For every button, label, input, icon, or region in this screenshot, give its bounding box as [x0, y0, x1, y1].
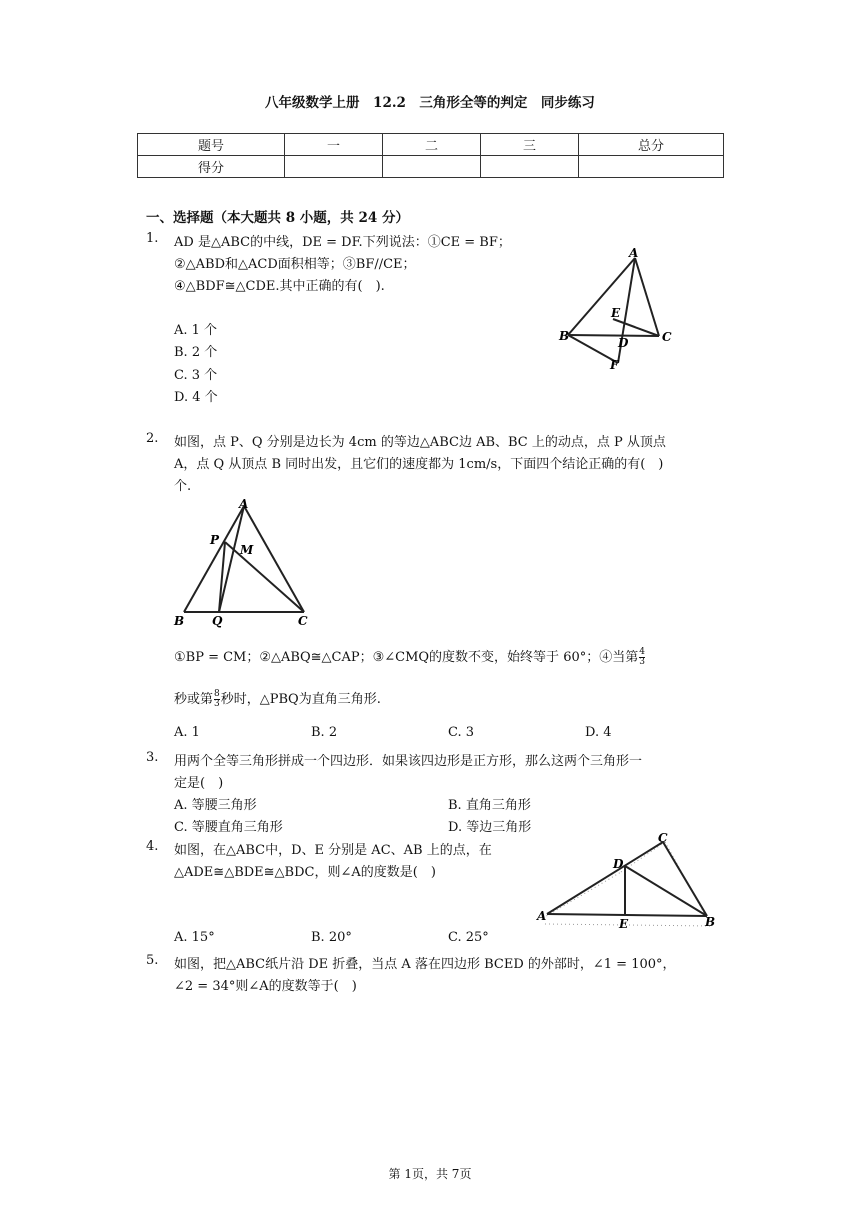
table-cell[interactable] — [383, 156, 481, 178]
table-cell: 题号 — [138, 134, 285, 156]
fig-label: E — [619, 917, 629, 931]
option-d: D. 4 个 — [174, 390, 218, 405]
option-a: A. 15° — [174, 930, 215, 945]
fig-label: D — [618, 336, 629, 350]
fig-label: P — [210, 533, 220, 547]
fig-label: C — [662, 330, 672, 344]
option-d: D. 等边三角形 — [448, 820, 532, 835]
table-cell[interactable] — [579, 156, 724, 178]
page-title: 八年级数学上册 12.2 三角形全等的判定 同步练习 — [265, 95, 595, 111]
table-cell: 得分 — [138, 156, 285, 178]
option-b: B. 直角三角形 — [448, 798, 531, 813]
page-footer: 第 1页，共 7页 — [388, 1167, 472, 1181]
fig-label: C — [658, 831, 668, 845]
question-text: △ADE≅△BDE≅△BDC，则∠A的度数是( ) — [174, 865, 436, 880]
question-number: 5. — [146, 953, 159, 968]
option-a: A. 1 — [174, 725, 200, 740]
question-text: ∠2 = 34°则∠A的度数等于( ) — [174, 979, 357, 994]
statement-text: 秒或第 — [174, 692, 214, 707]
fraction — [214, 690, 220, 709]
table-cell: 一 — [285, 134, 383, 156]
option-b: B. 20° — [311, 930, 352, 945]
figure-q1 — [555, 245, 685, 375]
fig-label: D — [613, 857, 624, 871]
fig-label: C — [298, 614, 308, 628]
table-cell[interactable] — [481, 156, 579, 178]
fraction — [639, 648, 645, 667]
option-c: C. 3 个 — [174, 368, 218, 383]
table-cell[interactable] — [285, 156, 383, 178]
question-statement — [174, 688, 381, 709]
fig-label: M — [240, 543, 254, 557]
table-cell: 总分 — [579, 134, 724, 156]
section-heading: 一、选择题（本大题共 8 小题，共 24 分） — [146, 210, 409, 226]
statement-text: ①BP = CM；②△ABQ≅△CAP；③∠CMQ的度数不变，始终等于 60°；④当第 — [174, 650, 639, 665]
question-number: 4. — [146, 839, 159, 854]
fig-label: A — [629, 246, 639, 260]
fraction-numerator: 8 — [214, 689, 220, 699]
fig-label: A — [239, 497, 249, 511]
statement-text: 秒时，△PBQ为直角三角形. — [220, 692, 381, 707]
question-text: 如图，在△ABC中，D、E 分别是 AC、AB 上的点，在 — [174, 843, 492, 858]
question-text: 定是( ) — [174, 776, 224, 791]
fraction-denominator: 3 — [214, 699, 220, 709]
fig-label: B — [705, 915, 716, 929]
question-number: 3. — [146, 750, 159, 765]
fraction-denominator: 3 — [639, 657, 645, 667]
figure-q4 — [535, 828, 720, 932]
score-table — [137, 133, 724, 178]
question-statement — [174, 646, 646, 667]
score-table-header-row — [138, 134, 724, 156]
option-c: C. 3 — [448, 725, 475, 740]
question-text: 用两个全等三角形拼成一个四边形．如果该四边形是正方形，那么这两个三角形一 — [174, 754, 643, 769]
fig-label: B — [174, 614, 185, 628]
question-text: 个. — [174, 479, 192, 494]
question-text: 如图，把△ABC纸片沿 DE 折叠，当点 A 落在四边形 BCED 的外部时，∠1 = 100°， — [174, 957, 676, 972]
question-text: 如图，点 P、Q 分别是边长为 4cm 的等边△ABC边 AB、BC 上的动点，点 P 从顶点 — [174, 435, 666, 450]
fig-label: A — [537, 909, 547, 923]
score-table-score-row — [138, 156, 724, 178]
question-number: 2. — [146, 431, 159, 446]
option-b: B. 2 — [311, 725, 338, 740]
fig-label: E — [611, 306, 621, 320]
fig-label: B — [559, 329, 570, 343]
table-cell: 二 — [383, 134, 481, 156]
question-text: ④△BDF≅△CDE.其中正确的有( ). — [174, 279, 385, 294]
fig-label: F — [610, 358, 619, 372]
option-a: A. 1 个 — [174, 323, 218, 338]
option-c: C. 25° — [448, 930, 489, 945]
option-a: A. 等腰三角形 — [174, 798, 257, 813]
option-b: B. 2 个 — [174, 345, 218, 360]
figure-q2 — [168, 494, 318, 634]
option-d: D. 4 — [585, 725, 612, 740]
question-text: AD 是△ABC的中线，DE = DF.下列说法：①CE = BF； — [174, 235, 511, 250]
fraction-numerator: 4 — [639, 647, 645, 657]
question-text: ②△ABD和△ACD面积相等；③BF//CE； — [174, 257, 416, 272]
fig-label: Q — [212, 614, 223, 628]
option-c: C. 等腰直角三角形 — [174, 820, 283, 835]
table-cell: 三 — [481, 134, 579, 156]
question-number: 1. — [146, 231, 159, 246]
question-text: A，点 Q 从顶点 B 同时出发，且它们的速度都为 1cm/s，下面四个结论正确的有( ) — [174, 457, 664, 472]
